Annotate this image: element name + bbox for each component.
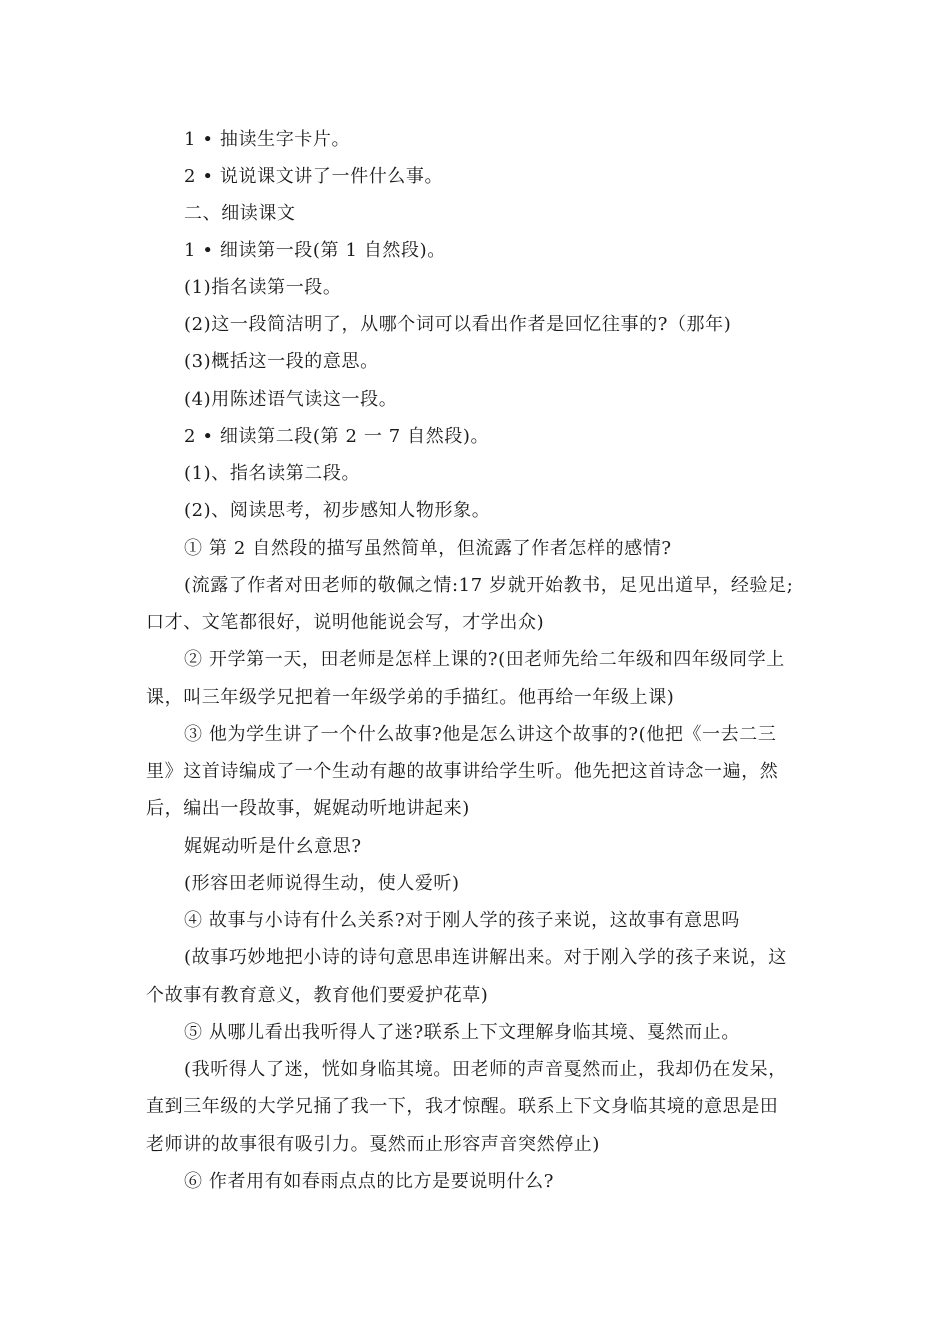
text-line: (流露了作者对田老师的敬佩之情:17 岁就开始教书，足见出道早，经验足; xyxy=(184,575,794,596)
text-line: ④ 故事与小诗有什么关系?对于刚人学的孩子来说，这故事有意思吗 xyxy=(184,910,740,931)
text-line: 直到三年级的大学兄捅了我一下，我才惊醒。联系上下文身临其境的意思是田 xyxy=(146,1096,779,1117)
text-line: ⑥ 作者用有如春雨点点的比方是要说明什么? xyxy=(184,1171,554,1192)
text-line: (形容田老师说得生动，使人爱听) xyxy=(184,873,460,894)
text-line: ② 开学第一天，田老师是怎样上课的?(田老师先给二年级和四年级同学上 xyxy=(184,649,785,670)
text-line: 娓娓动听是什幺意思? xyxy=(184,836,362,857)
text-line: (2)、阅读思考，初步感知人物形象。 xyxy=(184,500,491,521)
text-line: 2 • 说说课文讲了一件什么事。 xyxy=(184,166,444,187)
text-line: (2)这一段简洁明了，从哪个词可以看出作者是回忆往事的?（那年) xyxy=(184,314,732,335)
text-line: 后，编出一段故事，娓娓动听地讲起来) xyxy=(146,798,470,819)
text-line: ⑤ 从哪儿看出我听得人了迷?联系上下文理解身临其境、戛然而止。 xyxy=(184,1022,740,1043)
text-line: (1)指名读第一段。 xyxy=(184,277,342,298)
text-line: 个故事有教育意义，教育他们要爱护花草) xyxy=(146,985,489,1006)
text-line: 1 • 抽读生字卡片。 xyxy=(184,129,351,150)
text-line: (3)概括这一段的意思。 xyxy=(184,351,379,372)
text-line: ① 第 2 自然段的描写虽然简单，但流露了作者怎样的感情? xyxy=(184,538,672,559)
text-line: (故事巧妙地把小诗的诗句意思串连讲解出来。对于刚入学的孩子来说，这 xyxy=(184,947,787,968)
text-line: 课，叫三年级学兄把着一年级学弟的手描红。他再给一年级上课) xyxy=(146,687,675,708)
text-line: (1)、指名读第二段。 xyxy=(184,463,361,484)
text-line: 1 • 细读第一段(第 1 自然段)。 xyxy=(184,240,446,261)
section-heading: 二、细读课文 xyxy=(184,203,296,224)
text-line: 2 • 细读第二段(第 2 一 7 自然段)。 xyxy=(184,426,490,447)
text-line: 里》这首诗编成了一个生动有趣的故事讲给学生听。他先把这首诗念一遍，然 xyxy=(146,761,779,782)
text-line: 老师讲的故事很有吸引力。戛然而止形容声音突然停止) xyxy=(146,1134,601,1155)
text-line: (4)用陈述语气读这一段。 xyxy=(184,389,398,410)
text-line: 口才、文笔都很好，说明他能说会写，才学出众) xyxy=(146,612,545,633)
text-line: ③ 他为学生讲了一个什么故事?他是怎么讲这个故事的?(他把《一去二三 xyxy=(184,724,777,745)
text-line: (我听得人了迷，恍如身临其境。田老师的声音戛然而止，我却仍在发呆， xyxy=(184,1059,787,1080)
